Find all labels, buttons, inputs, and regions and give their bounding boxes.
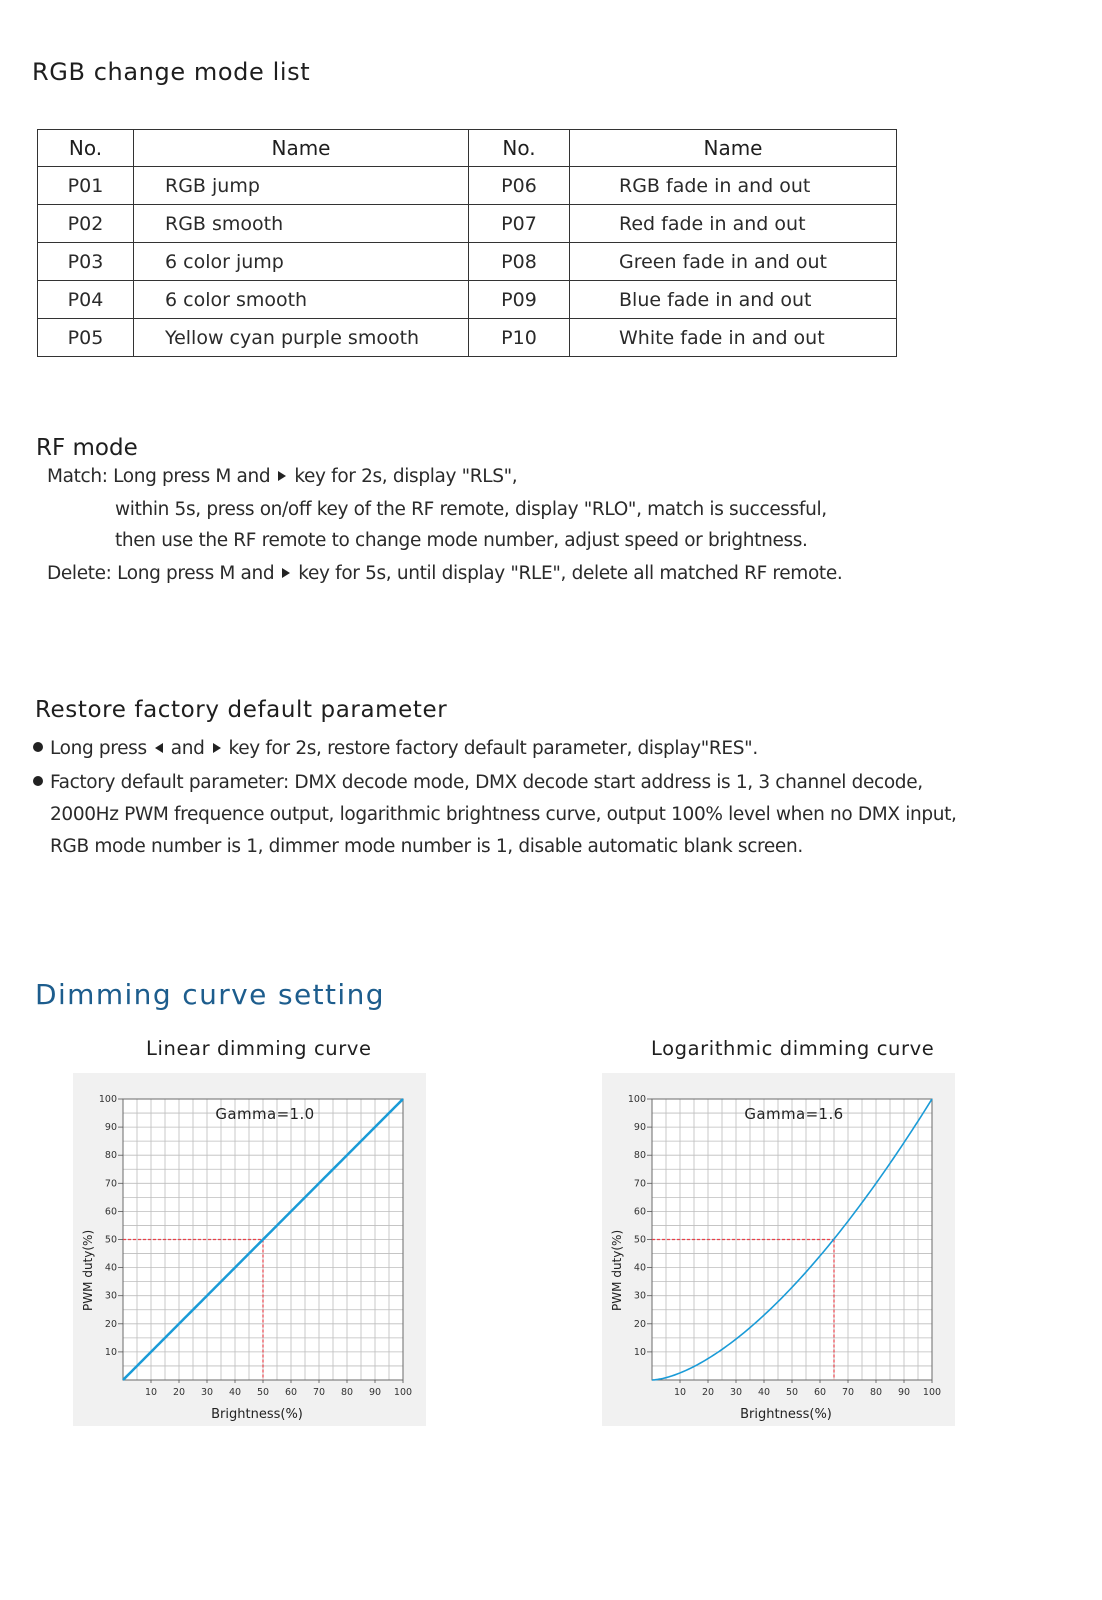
mode-number: P06 bbox=[469, 167, 570, 205]
y-axis-label: PWM duty(%) bbox=[81, 1229, 95, 1311]
mode-number: P09 bbox=[469, 281, 570, 319]
log-chart-svg bbox=[602, 1073, 955, 1426]
delete-text-b: key for 5s, until display "RLE", delete all matched RF remote. bbox=[298, 563, 843, 584]
x-tick-label: 10 bbox=[144, 1387, 158, 1398]
x-tick-label: 80 bbox=[340, 1387, 354, 1398]
restore-text-b: and bbox=[170, 738, 205, 759]
rf-match-line-2: within 5s, press on/off key of the RF remote, display "RLO", match is successful, bbox=[115, 499, 827, 520]
table-row bbox=[38, 167, 897, 205]
y-tick-label: 80 bbox=[104, 1150, 117, 1162]
x-tick-label: 60 bbox=[813, 1387, 827, 1398]
section-title-rgb-mode-list: RGB change mode list bbox=[32, 58, 311, 86]
y-tick-label: 30 bbox=[633, 1290, 646, 1302]
restore-text-a: Long press bbox=[50, 738, 147, 759]
y-tick-label: 90 bbox=[104, 1122, 117, 1134]
restore-text-c: key for 2s, restore factory default parameter, display"RES". bbox=[228, 738, 758, 759]
mode-name: RGB jump bbox=[134, 167, 469, 205]
table-row bbox=[38, 205, 897, 243]
y-tick-label: 60 bbox=[104, 1206, 117, 1218]
delete-text-a: Long press M and bbox=[117, 563, 275, 584]
x-tick-label: 70 bbox=[312, 1387, 326, 1398]
y-tick-label: 60 bbox=[633, 1206, 646, 1218]
y-tick-label: 100 bbox=[627, 1094, 646, 1105]
mode-number: P08 bbox=[469, 243, 570, 281]
y-tick-label: 100 bbox=[98, 1094, 117, 1105]
left-arrow-key-icon bbox=[155, 743, 163, 753]
mode-number: P10 bbox=[469, 319, 570, 357]
mode-number: P01 bbox=[38, 167, 134, 205]
rf-delete-line bbox=[47, 563, 842, 584]
table-header-row bbox=[38, 130, 897, 167]
restore-bullet-1 bbox=[33, 738, 758, 759]
y-tick-label: 40 bbox=[633, 1262, 646, 1274]
linear-dimming-chart bbox=[73, 1073, 426, 1426]
header-name: Name bbox=[134, 130, 469, 167]
section-title-dimming-curve: Dimming curve setting bbox=[35, 978, 385, 1011]
x-tick-label: 70 bbox=[841, 1387, 855, 1398]
x-axis-label: Brightness(%) bbox=[211, 1407, 303, 1422]
x-tick-label: 90 bbox=[368, 1387, 382, 1398]
mode-number: P05 bbox=[38, 319, 134, 357]
mode-number: P07 bbox=[469, 205, 570, 243]
bullet-icon bbox=[33, 742, 43, 752]
mode-number: P02 bbox=[38, 205, 134, 243]
mode-name: White fade in and out bbox=[570, 319, 897, 357]
header-name: Name bbox=[570, 130, 897, 167]
gamma-annotation: Gamma=1.0 bbox=[215, 1105, 315, 1123]
bullet-icon bbox=[33, 776, 43, 786]
x-axis-label: Brightness(%) bbox=[740, 1407, 832, 1422]
y-tick-label: 10 bbox=[104, 1346, 117, 1358]
linear-chart-svg bbox=[73, 1073, 426, 1426]
x-tick-label: 10 bbox=[673, 1387, 687, 1398]
y-tick-label: 70 bbox=[104, 1178, 117, 1190]
mode-name: Green fade in and out bbox=[570, 243, 897, 281]
y-axis-label: PWM duty(%) bbox=[610, 1229, 624, 1311]
header-no: No. bbox=[38, 130, 134, 167]
x-tick-label: 100 bbox=[393, 1387, 413, 1398]
header-no: No. bbox=[469, 130, 570, 167]
y-tick-label: 70 bbox=[633, 1178, 646, 1190]
x-tick-label: 100 bbox=[922, 1387, 942, 1398]
x-tick-label: 60 bbox=[284, 1387, 298, 1398]
x-tick-label: 20 bbox=[172, 1387, 186, 1398]
x-tick-label: 40 bbox=[757, 1387, 771, 1398]
right-arrow-key-icon bbox=[278, 471, 286, 481]
y-tick-label: 40 bbox=[104, 1262, 117, 1274]
y-tick-label: 20 bbox=[104, 1318, 117, 1330]
x-tick-label: 30 bbox=[729, 1387, 743, 1398]
mode-name: RGB fade in and out bbox=[570, 167, 897, 205]
x-tick-label: 30 bbox=[200, 1387, 214, 1398]
table-row bbox=[38, 281, 897, 319]
x-tick-label: 40 bbox=[228, 1387, 242, 1398]
match-label: Match: bbox=[47, 466, 108, 487]
y-tick-label: 30 bbox=[104, 1290, 117, 1302]
restore-default-text-1: Factory default parameter: DMX decode mode, DMX decode start address is 1, 3 channel decode, bbox=[50, 772, 923, 793]
right-arrow-key-icon bbox=[282, 568, 290, 578]
table-row bbox=[38, 243, 897, 281]
mode-name: Blue fade in and out bbox=[570, 281, 897, 319]
y-tick-label: 90 bbox=[633, 1122, 646, 1134]
y-tick-label: 50 bbox=[104, 1234, 117, 1246]
chart-title-logarithmic: Logarithmic dimming curve bbox=[651, 1037, 935, 1060]
rgb-mode-table bbox=[37, 129, 897, 357]
mode-name: Red fade in and out bbox=[570, 205, 897, 243]
y-tick-label: 20 bbox=[633, 1318, 646, 1330]
restore-bullet-2-line-2: 2000Hz PWM frequence output, logarithmic brightness curve, output 100% level when no DMX input, bbox=[50, 804, 957, 825]
restore-bullet-2-line-3: RGB mode number is 1, dimmer mode number is 1, disable automatic blank screen. bbox=[50, 836, 803, 857]
restore-bullet-2-line-1 bbox=[33, 772, 923, 793]
chart-title-linear: Linear dimming curve bbox=[146, 1037, 372, 1060]
mode-name: Yellow cyan purple smooth bbox=[134, 319, 469, 357]
mode-name: 6 color jump bbox=[134, 243, 469, 281]
rf-match-line-3: then use the RF remote to change mode number, adjust speed or brightness. bbox=[115, 530, 808, 551]
y-tick-label: 50 bbox=[633, 1234, 646, 1246]
y-tick-label: 80 bbox=[633, 1150, 646, 1162]
logarithmic-dimming-chart bbox=[602, 1073, 955, 1426]
section-title-restore-default: Restore factory default parameter bbox=[35, 697, 448, 723]
mode-name: RGB smooth bbox=[134, 205, 469, 243]
y-tick-label: 10 bbox=[633, 1346, 646, 1358]
mode-number: P03 bbox=[38, 243, 134, 281]
x-tick-label: 20 bbox=[701, 1387, 715, 1398]
mode-number: P04 bbox=[38, 281, 134, 319]
x-tick-label: 50 bbox=[256, 1387, 270, 1398]
match-text-a: Long press M and bbox=[113, 466, 271, 487]
x-tick-label: 90 bbox=[897, 1387, 911, 1398]
delete-label: Delete: bbox=[47, 563, 112, 584]
x-tick-label: 80 bbox=[869, 1387, 883, 1398]
x-tick-label: 50 bbox=[785, 1387, 799, 1398]
table-row bbox=[38, 319, 897, 357]
gamma-annotation: Gamma=1.6 bbox=[744, 1105, 844, 1123]
rf-match-line-1 bbox=[47, 466, 517, 487]
right-arrow-key-icon bbox=[213, 743, 221, 753]
match-text-b: key for 2s, display "RLS", bbox=[294, 466, 518, 487]
section-title-rf-mode: RF mode bbox=[36, 435, 138, 461]
mode-name: 6 color smooth bbox=[134, 281, 469, 319]
